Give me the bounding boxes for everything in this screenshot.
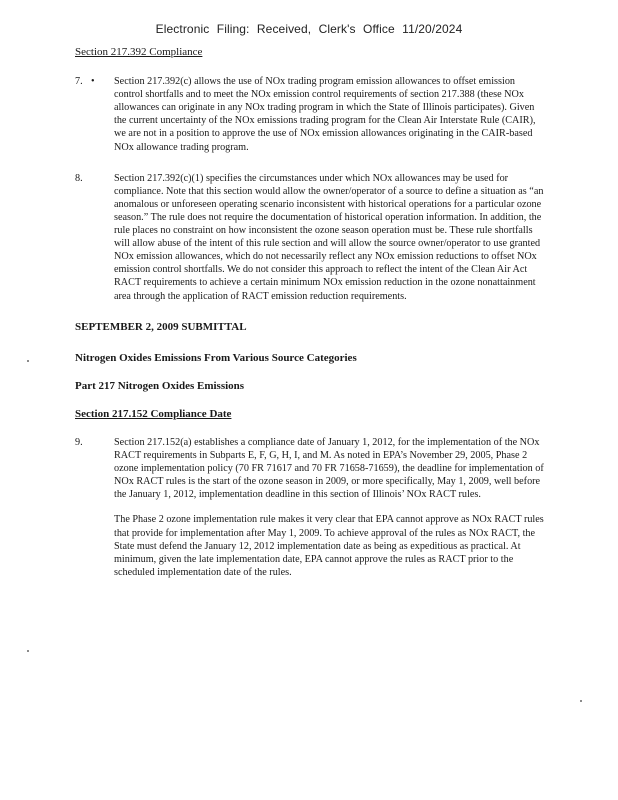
item-8 <box>75 172 545 303</box>
submittal-heading: SEPTEMBER 2, 2009 SUBMITTAL <box>75 320 247 333</box>
item-8-number: 8. <box>75 172 83 184</box>
item-9-text-2: The Phase 2 ozone implementation rule makes it very clear that EPA cannot approve as NOx RACT rules that provide for implementation after May 1, 2009. To achieve approval of the rules as NOx RACT, the State must defend the January 12, 2012 implementation date as being as expeditious as practical. At minimum, given the late implementation date, EPA cannot approve the rules as RACT prior to the scheduled implementation date of the rules. <box>114 514 544 578</box>
item-8-text: Section 217.392(c)(1) specifies the circumstances under which NOx allowances may be used for compliance. Note that this section would allow the owner/operator of a source to define a situation as “an anomalous or unforeseen operating scenario inconsistent with historical operations for a particular ozone season.” The rule does not require the documentation of historical operation information. In addition, the rule places no constraint on how inconsistent the ozone season operation must be. These rule shortfalls will allow abuse of the intent of this rule section and will allow the source owner/operator to use granted NOx emission allowances, which do not necessarily reflect any NOx emission reductions to offset NOx emission control shortfalls. We do not consider this approach to reflect the intent of the Clean Air Act RACT requirements to achieve a certain minimum NOx emission reduction in the ozone nonattainment area through the application of RACT emission reduction requirements. <box>114 172 544 302</box>
bullet-icon: • <box>91 76 95 88</box>
item-9 <box>75 436 545 579</box>
item-7-text: Section 217.392(c) allows the use of NOx trading program emission allowances to offset emission control shortfalls and to meet the NOx emission control requirements of section 217.388 (these NOx allowances can originate in any NOx trading program in which the State of Illinois participates). Given the current uncertainty of the NOx emissions trading program for the Clean Air Interstate Rule (CAIR), we are not in a position to approve the use of NOx emission allowances originating in the CAIR-based NOx allowance trading program. <box>114 76 536 153</box>
item-7 <box>75 75 545 154</box>
category-heading: Nitrogen Oxides Emissions From Various Source Categories <box>75 351 357 364</box>
part-217-heading: Part 217 Nitrogen Oxides Emissions <box>75 379 245 392</box>
item-7-number: 7. <box>75 76 83 88</box>
scan-speck <box>27 360 29 362</box>
section-217-152-heading: Section 217.152 Compliance Date <box>75 407 232 420</box>
section-217-392-heading: Section 217.392 Compliance <box>75 46 203 58</box>
item-9-text-1: Section 217.152(a) establishes a compliance date of January 1, 2012, for the implementation of the NOx RACT requirements in Subparts E, F, G, H, I, and M. As noted in EPA’s November 29, 2005, Phase 2 ozone implementation policy (70 FR 71617 and 70 FR 71658-71659), the deadline for implementation of NOx RACT rules is the start of the ozone season in 2009, or more specifically, May 1, 2009, well before the January 1, 2012, implementation deadline in this section of Illinois’ NOx RACT rules. <box>114 436 544 501</box>
document-page <box>75 46 545 579</box>
scan-speck <box>580 700 582 702</box>
item-9-number: 9. <box>75 436 83 448</box>
scan-speck <box>27 650 29 652</box>
filing-stamp: Electronic Filing: Received, Clerk's Office 11/20/2024 <box>155 22 463 36</box>
